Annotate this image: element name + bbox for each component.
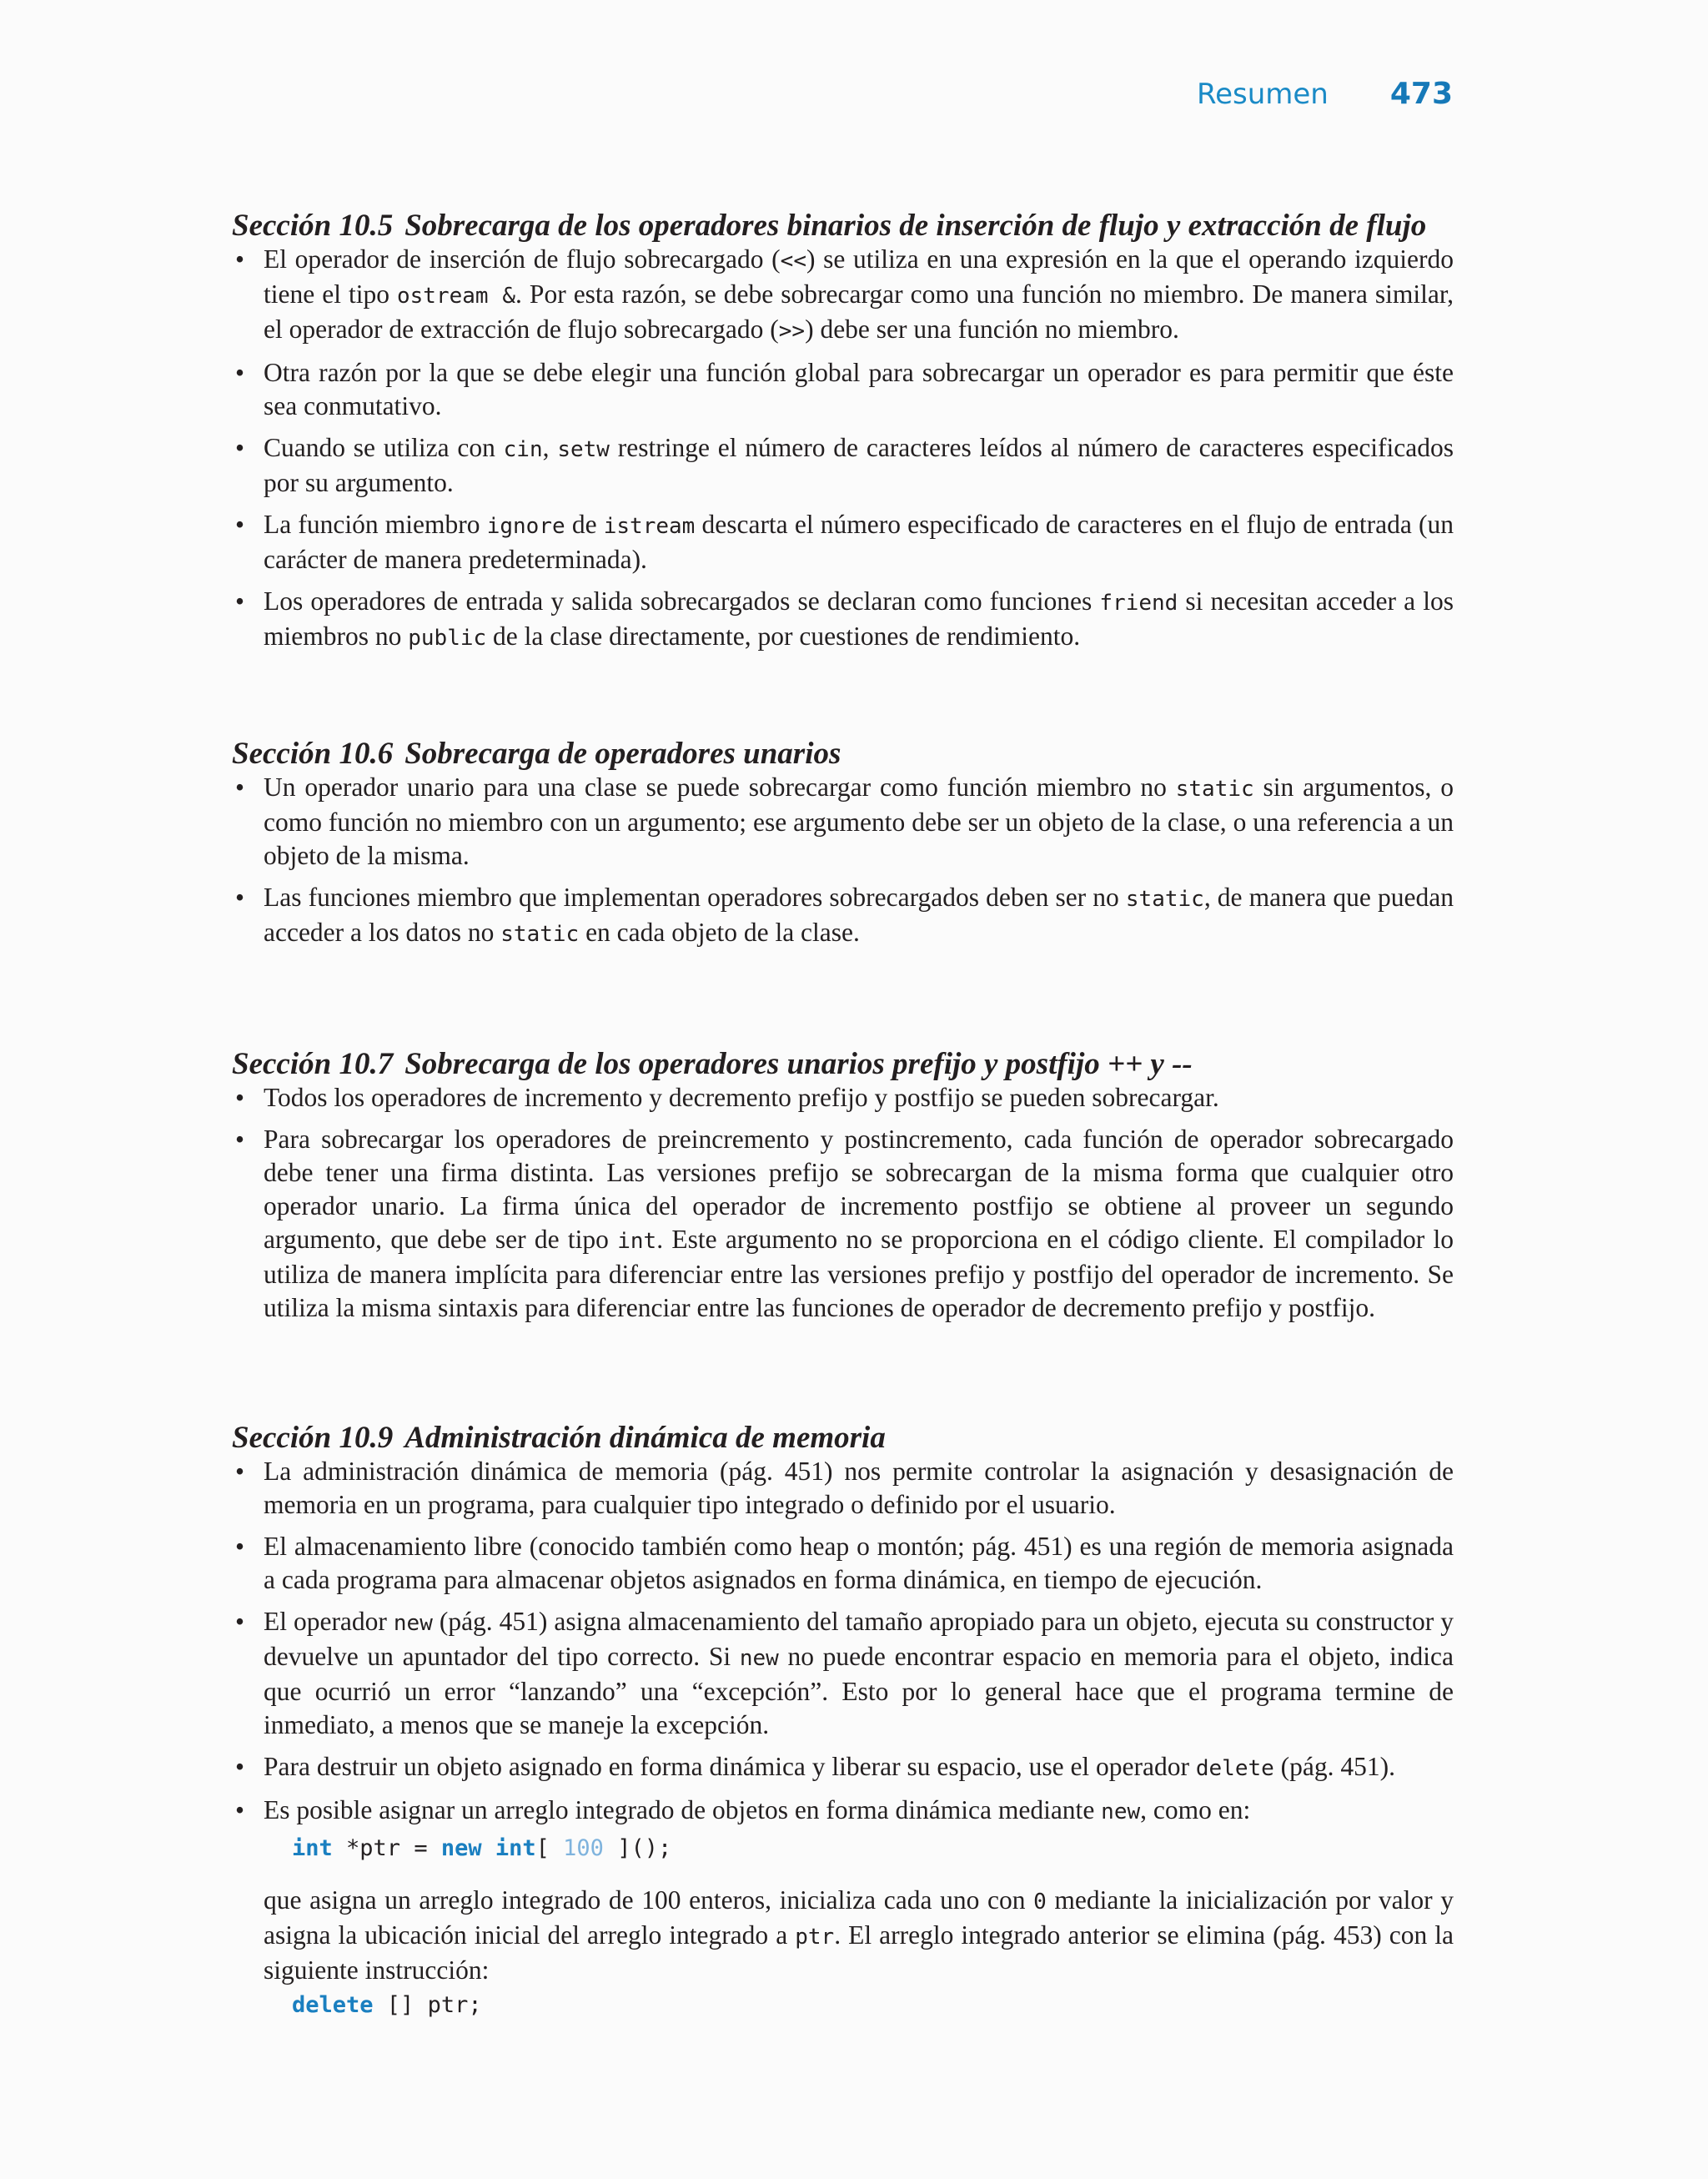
list-item: • El operador new (pág. 451) asigna almacenamiento del tamaño apropiado para un objeto, ejecuta su constructor y devuelve un apuntador del tipo correcto. Si new no puede encontrar espacio en memoria para el objeto, indica que ocurrió un error “lanzando” una “excepción”. Esto por lo general hace que el programa termine de inmediato, a menos que se maneje la excepción. [232,1605,1454,1742]
list-item: • Cuando se utiliza con cin, setw restringe el número de caracteres leídos al número de caracteres especificados por su argumento. [232,431,1454,500]
list-item: • La administración dinámica de memoria (pág. 451) nos permite controlar la asignación y desasignación de memoria en un programa, para cualquier tipo integrado o definido por el usuario. [232,1455,1454,1522]
section-title: Administración dinámica de memoria [404,1421,886,1455]
section-number: Sección 10.7 [232,1047,394,1081]
section-heading [232,1048,1454,1081]
section-heading [232,1422,1454,1455]
list-item: • Un operador unario para una clase se puede sobrecargar como función miembro no static sin argumentos, o como función no miembro con un argumento; ese argumento debe ser un objeto de la clase, o una referencia a un objeto de la misma. [232,771,1454,873]
bullet-list [232,243,1454,655]
section-heading [232,209,1454,243]
page-number: 473 [1389,77,1453,111]
bullet-list [232,771,1454,951]
section-number: Sección 10.5 [232,209,394,243]
section-number: Sección 10.6 [232,737,394,771]
code-explanation: que asigna un arreglo integrado de 100 enteros, inicializa cada uno con 0 mediante la inicialización por valor y asigna la ubicación inicial del arreglo integrado a ptr. El arreglo integrado anterior se elimina (pág. 453) con la siguiente instrucción: [264,1885,1454,1985]
code-sample-new: int *ptr = new int[ 100 ](); [292,1835,672,1861]
code-sample-delete: delete [] ptr; [292,1992,482,2018]
section-heading [232,737,1454,771]
list-item: • El operador de inserción de flujo sobrecargado (<<) se utiliza en una expresión en la que el operando izquierdo tiene el tipo ostream &. Por esta razón, se debe sobrecargar como una función no miembro. De manera similar, el operador de extracción de flujo sobrecargado (>>) debe ser una función no miembro. [232,243,1454,348]
section-title: Sobrecarga de los operadores binarios de inserción de flujo y extracción de flujo [404,209,1427,243]
section-10-5 [232,209,1454,663]
section-10-7 [232,1048,1454,1333]
list-item: • Es posible asignar un arreglo integrado de objetos en forma dinámica mediante new, como en: [232,1794,1454,1829]
list-item: • Para sobrecargar los operadores de preincremento y postincremento, cada función de operador sobrecargado debe tener una firma distinta. Las versiones prefijo se sobrecargan de la misma forma que cualquier otro operador unario. La firma única del operador de incremento postfijo se obtiene al proveer un segundo argumento, que debe ser de tipo int. Este argumento no se proporciona en el código cliente. El compilador lo utiliza de manera implícita para diferenciar entre las versiones prefijo y postfijo del operador de incremento. Se utiliza la misma sintaxis para diferenciar entre las funciones de operador de decremento prefijo y postfijo. [232,1123,1454,1325]
list-item: • El almacenamiento libre (conocido también como heap o montón; pág. 451) es una región de memoria asignada a cada programa para almacenar objetos asignados en forma dinámica, en tiempo de ejecución. [232,1530,1454,1597]
list-item: • Otra razón por la que se debe elegir una función global para sobrecargar un operador es para permitir que éste sea conmutativo. [232,356,1454,423]
bullet-list [232,1455,1454,1829]
page-header [1196,77,1453,123]
section-10-6 [232,737,1454,959]
list-item: • La función miembro ignore de istream descarta el número especificado de caracteres en el flujo de entrada (un carácter de manera predeterminada). [232,508,1454,576]
section-title: Sobrecarga de operadores unarios [404,737,841,771]
list-item: • Los operadores de entrada y salida sobrecargados se declaran como funciones friend si necesitan acceder a los miembros no public de la clase directamente, por cuestiones de rendimiento. [232,585,1454,655]
section-number: Sección 10.9 [232,1421,394,1455]
section-10-9 [232,1422,1454,2041]
list-item: • Todos los operadores de incremento y decremento prefijo y postfijo se pueden sobrecargar. [232,1081,1454,1115]
bullet-list [232,1081,1454,1325]
running-header-title: Resumen [1196,78,1329,111]
section-title: Sobrecarga de los operadores unarios prefijo y postfijo ++ y -- [404,1047,1193,1081]
list-item: • Para destruir un objeto asignado en forma dinámica y liberar su espacio, use el operador delete (pág. 451). [232,1750,1454,1785]
list-item: • Las funciones miembro que implementan operadores sobrecargados deben ser no static, de manera que puedan acceder a los datos no static en cada objeto de la clase. [232,881,1454,951]
